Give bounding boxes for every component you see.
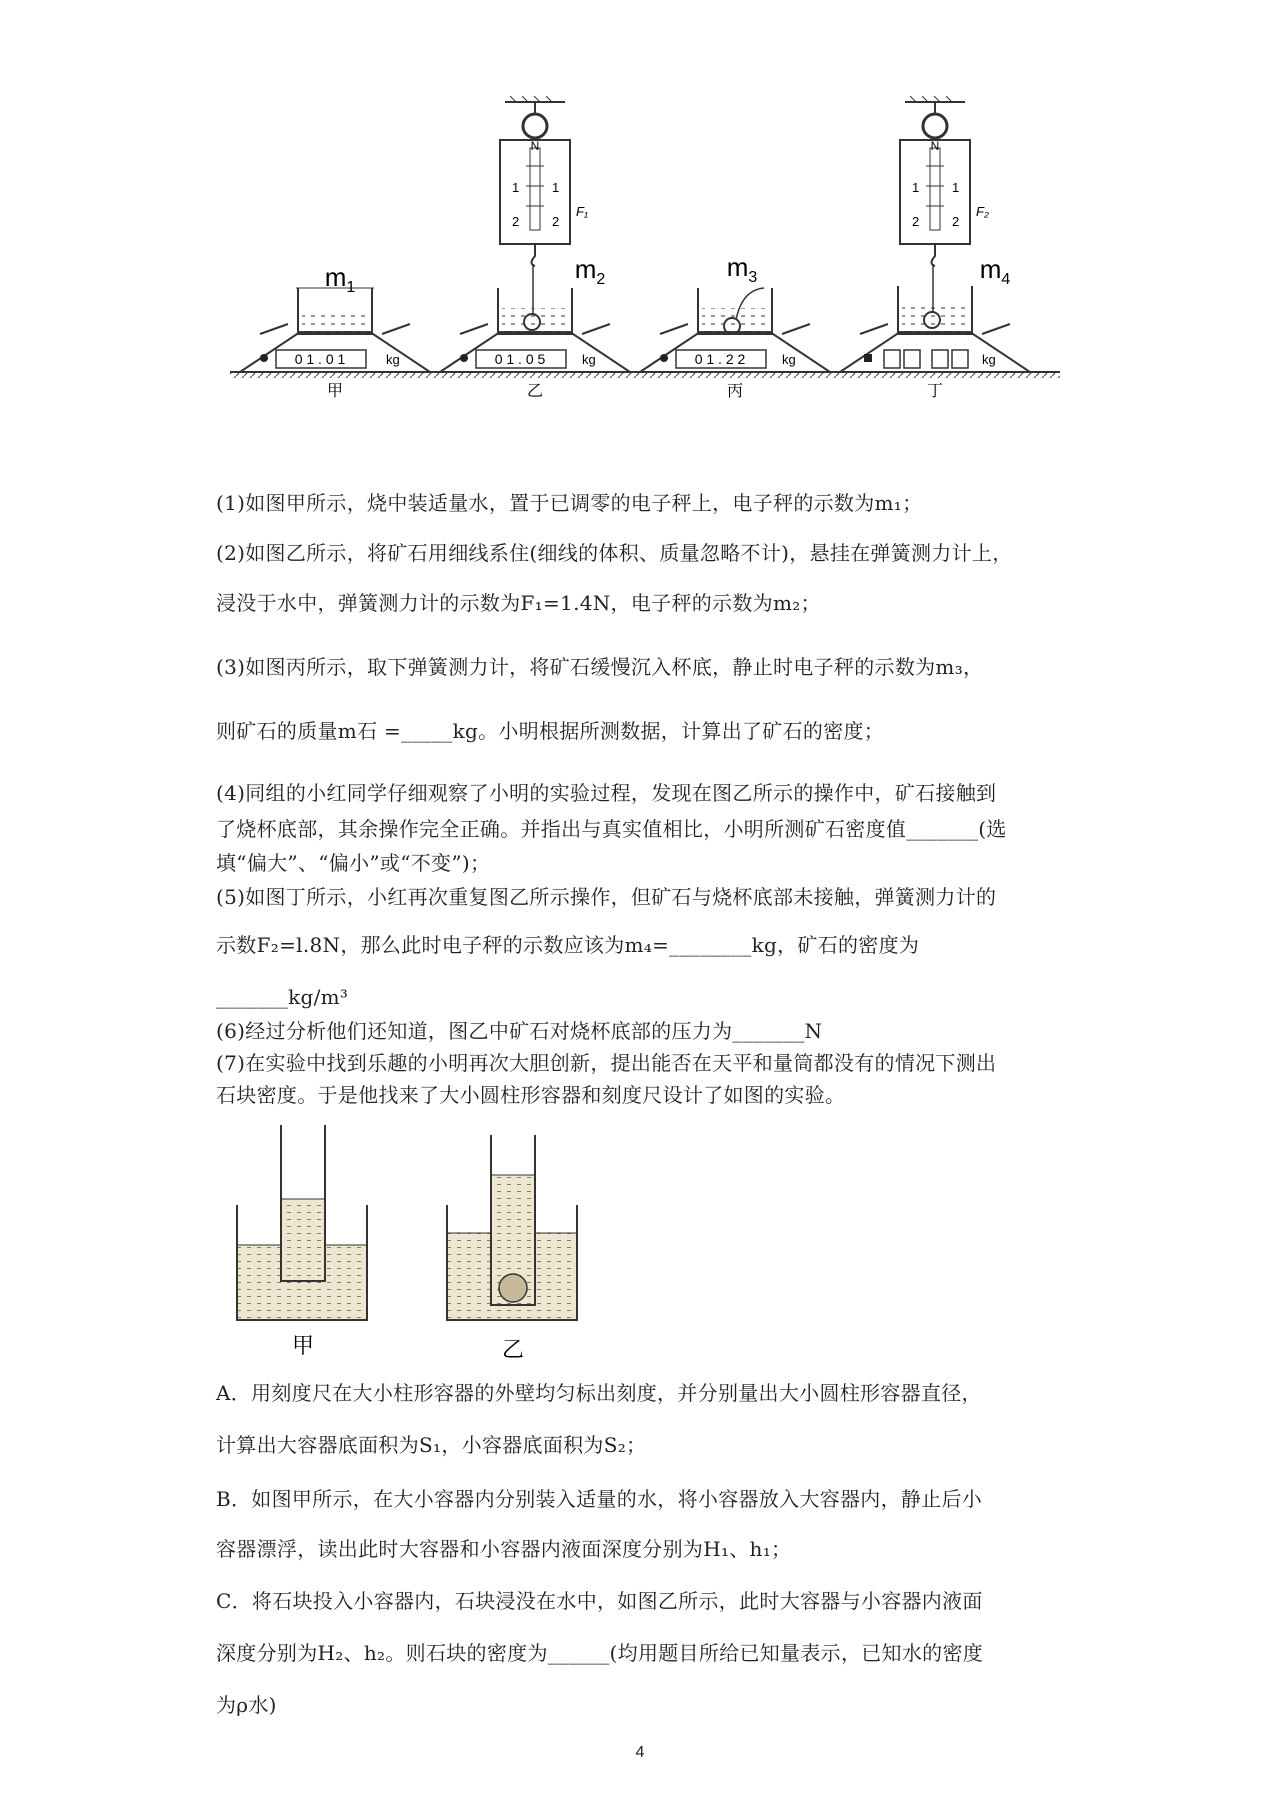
text-line: 浸没于水中，弹簧测力计的示数为F₁=1.4N，电子秤的示数为m₂； xyxy=(216,591,821,615)
scale-reading-yi: 0 1 . 0 5 xyxy=(494,351,546,367)
svg-text:kg: kg xyxy=(582,352,596,367)
mass-label-m2: $m_2$ xyxy=(574,254,606,288)
experiment-figure-scales xyxy=(220,96,1070,474)
caption-jia: 甲 xyxy=(326,383,344,400)
text-line: _______kg/m³ xyxy=(216,985,349,1009)
caption-yi-2: 乙 xyxy=(501,1337,525,1362)
caption-jia-2: 甲 xyxy=(291,1333,315,1358)
svg-text:kg: kg xyxy=(982,352,996,367)
scale-reading-jia: 0 1 . 0 1 xyxy=(294,351,346,367)
text-line: (6)经过分析他们还知道，图乙中矿石对烧杯底部的压力为_______N xyxy=(216,1019,823,1043)
text-line: B．如图甲所示，在大小容器内分别装入适量的水，将小容器放入大容器内，静止后小 xyxy=(216,1487,983,1511)
text-line: (7)在实验中找到乐趣的小明再次大胆创新，提出能否在天平和量筒都没有的情况下测出 xyxy=(216,1051,997,1075)
text-line: (5)如图丁所示，小红再次重复图乙所示操作，但矿石与烧杯底部未接触，弹簧测力计的 xyxy=(216,885,997,909)
svg-text:N: N xyxy=(930,139,940,153)
scale-ding xyxy=(840,96,1030,400)
text-line: (4)同组的小红同学仔细观察了小明的实验过程，发现在图乙所示的操作中，矿石接触到 xyxy=(216,781,997,805)
svg-text:2: 2 xyxy=(512,214,520,229)
text-line: (2)如图乙所示，将矿石用细线系住(细线的体积、质量忽略不计)，悬挂在弹簧测力计上， xyxy=(216,541,1013,565)
scale-reading-bing: 0 1 . 2 2 xyxy=(694,351,746,367)
force-label-f2: F₂ xyxy=(976,204,989,219)
text-line: A．用刻度尺在大小柱形容器的外壁均匀标出刻度，并分别量出大小圆柱形容器直径， xyxy=(216,1381,982,1405)
svg-text:N: N xyxy=(530,139,540,153)
text-line: 为ρ水) xyxy=(216,1693,277,1717)
caption-yi: 乙 xyxy=(526,383,544,400)
text-line: (3)如图丙所示，取下弹簧测力计，将矿石缓慢沉入杯底，静止时电子秤的示数为m₃， xyxy=(216,655,984,679)
text-line: 示数F₂=l.8N，那么此时电子秤的示数应该为m₄=________kg，矿石的密度为 xyxy=(216,933,920,957)
svg-text:kg: kg xyxy=(386,352,400,367)
svg-text:kg: kg xyxy=(782,352,796,367)
text-line: 了烧杯底部，其余操作完全正确。并指出与真实值相比，小明所测矿石密度值_______(选 xyxy=(216,817,1007,841)
text-line: 深度分别为H₂、h₂。则石块的密度为______(均用题目所给已知量表示，已知水的密度 xyxy=(216,1641,984,1665)
experiment-figure-containers xyxy=(225,1125,625,1375)
text-line: C．将石块投入小容器内，石块浸没在水中，如图乙所示，此时大容器与小容器内液面 xyxy=(216,1589,983,1613)
text-line: 则矿石的质量m石 =_____kg。小明根据所测数据，计算出了矿石的密度； xyxy=(216,719,885,743)
text-line: (1)如图甲所示，烧中装适量水，置于已调零的电子秤上，电子秤的示数为m₁； xyxy=(216,491,923,515)
svg-text:1: 1 xyxy=(912,180,920,195)
mass-label-m1: $m_1$ xyxy=(324,262,356,296)
svg-text:1: 1 xyxy=(552,180,560,195)
container-yi xyxy=(447,1135,577,1362)
stone xyxy=(499,1274,527,1302)
svg-text:2: 2 xyxy=(952,214,960,229)
caption-bing: 丙 xyxy=(726,383,744,400)
text-line: 容器漂浮，读出此时大容器和小容器内液面深度分别为H₁、h₁； xyxy=(216,1537,792,1561)
caption-ding: 丁 xyxy=(926,383,944,400)
svg-text:2: 2 xyxy=(912,214,920,229)
svg-text:2: 2 xyxy=(552,214,560,229)
scale-jia xyxy=(240,262,430,400)
page-number: 4 xyxy=(635,1744,645,1761)
mass-label-m3: $m_3$ xyxy=(726,252,758,286)
force-label-f1: F₁ xyxy=(576,204,589,219)
container-jia xyxy=(237,1125,367,1358)
mass-label-m4: $m_4$ xyxy=(979,254,1011,288)
svg-text:1: 1 xyxy=(952,180,960,195)
text-line: 石块密度。于是他找来了大小圆柱形容器和刻度尺设计了如图的实验。 xyxy=(216,1083,846,1107)
text-line: 填“偏大”、“偏小”或“不变”)； xyxy=(216,851,491,875)
svg-text:1: 1 xyxy=(512,180,520,195)
scale-yi xyxy=(440,96,630,400)
text-line: 计算出大容器底面积为S₁，小容器底面积为S₂； xyxy=(216,1433,647,1457)
